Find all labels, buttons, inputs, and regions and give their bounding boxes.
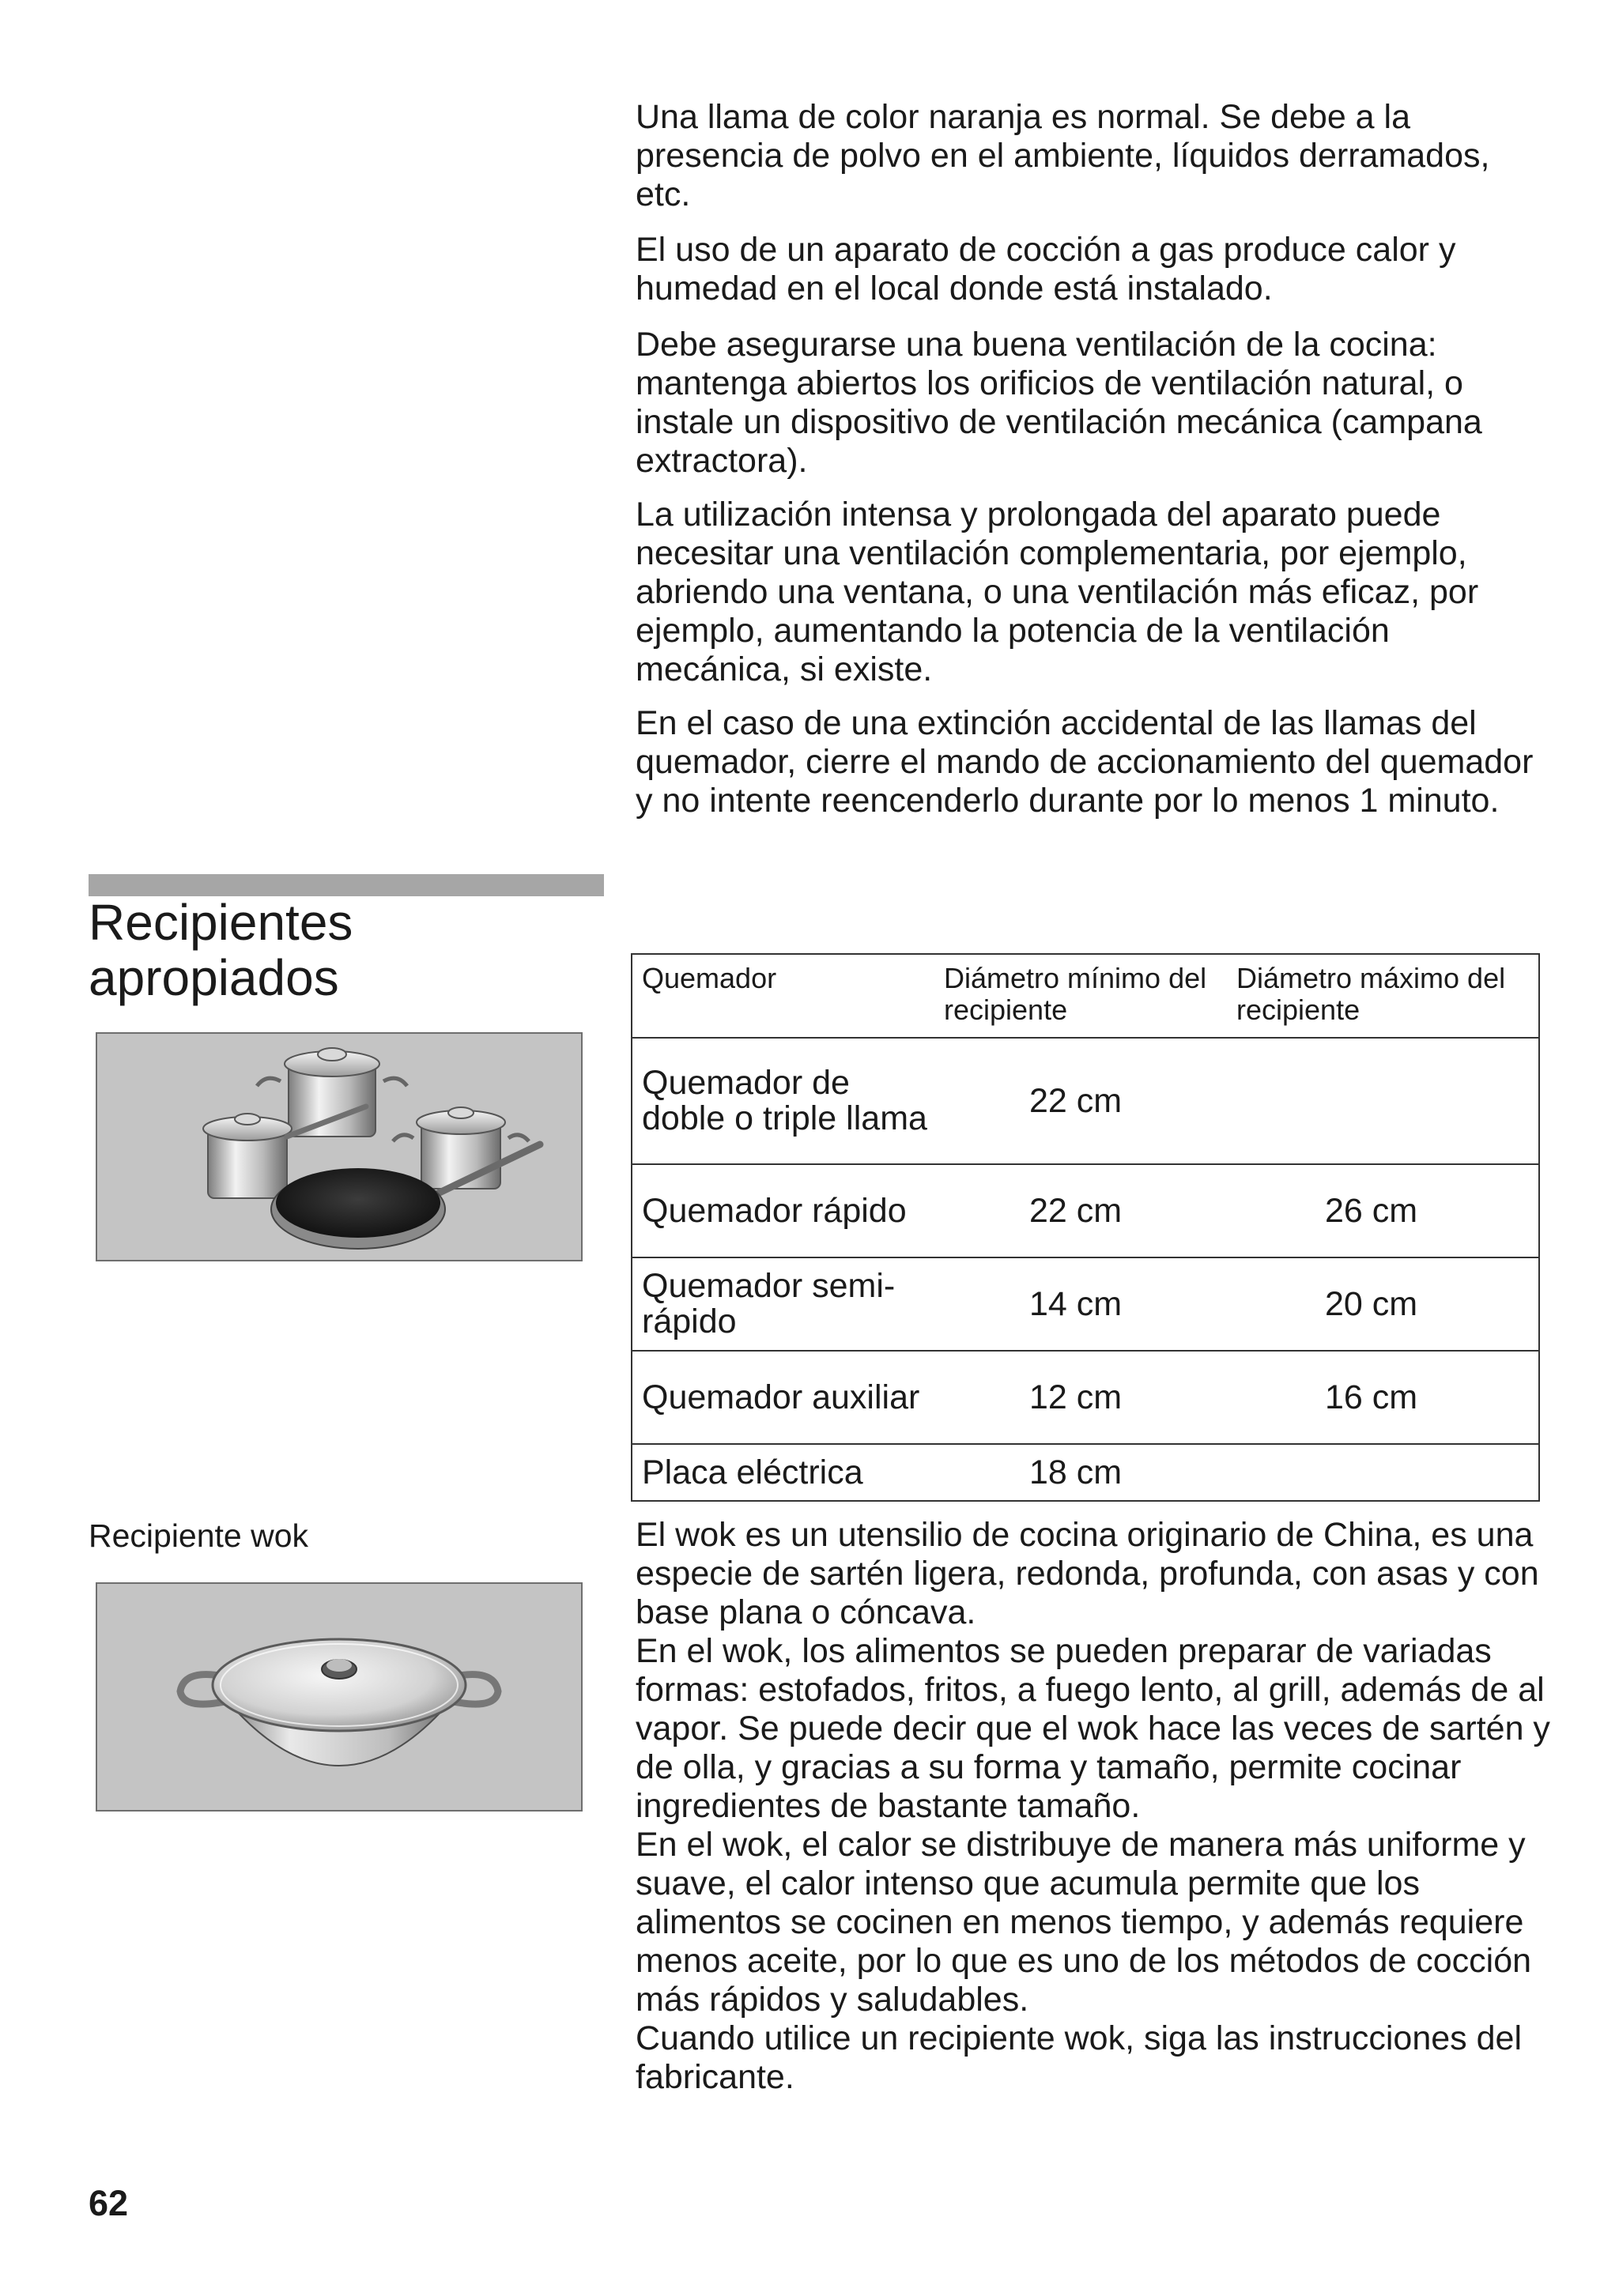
paragraph-gas-heat: El uso de un aparato de cocción a gas produce calor y humedad en el local donde está instalado. (636, 231, 1456, 307)
paragraph-flame-extinction: En el caso de una extinción accidental de las llamas del quemador, cierre el mando de accionamiento del quemador y no intente reencenderlo durante por lo menos 1 minuto. (636, 704, 1534, 820)
wok-illustration (96, 1582, 583, 1812)
table-cell-max: 20 cm (1236, 1257, 1539, 1351)
table-cell-burner: Quemador auxiliar (632, 1351, 934, 1444)
table-cell-max (1236, 1444, 1539, 1501)
paragraph-intense-use: La utilización intensa y prolongada del aparato puede necesitar una ventilación complementaria, por ejemplo, abriendo una ventana, o una ventilación más eficaz, por ejemplo, aumentando la potencia de la ventilación mecánica, si existe. (636, 496, 1479, 688)
table-cell-min: 12 cm (934, 1351, 1236, 1444)
table-cell-max: 16 cm (1236, 1351, 1539, 1444)
table-row (632, 1164, 1539, 1257)
wok-paragraph-origin: El wok es un utensilio de cocina originario de China, es una especie de sartén ligera, redonda, profunda, con asas y con base plana o cóncava. (636, 1516, 1539, 1631)
table-cell-max (1236, 1038, 1539, 1164)
section-title: Recipientes apropiados (89, 894, 353, 1006)
table-header-max-diameter: Diámetro máximo del recipiente (1236, 962, 1506, 1026)
wok-icon (97, 1584, 581, 1810)
pots-and-pan-icon (97, 1034, 581, 1260)
wok-label: Recipiente wok (89, 1517, 309, 1554)
section-divider-bar (89, 874, 604, 896)
table-row (632, 1444, 1539, 1501)
paragraph-ventilation: Debe asegurarse una buena ventilación de la cocina: mantenga abiertos los orificios de ventilación natural, o instale un dispositivo de ventilación mecánica (campana extractora). (636, 326, 1482, 480)
wok-paragraph-heat: En el wok, el calor se distribuye de manera más uniforme y suave, el calor intenso que acumula permite que los alimentos se cocinen en menos tiempo, y además requiere menos aceite, por lo que es uno de los métodos de cocción más rápidos y saludables. (636, 1826, 1532, 2019)
table-cell-min: 22 cm (934, 1164, 1236, 1257)
table-cell-burner: Quemador semi-rápido (632, 1257, 934, 1351)
table-cell-min: 18 cm (934, 1444, 1236, 1501)
table-header-row (632, 954, 1539, 1038)
wok-paragraph-instructions: Cuando utilice un recipiente wok, siga las instrucciones del fabricante. (636, 2019, 1523, 2096)
table-cell-burner: Quemador rápido (632, 1164, 934, 1257)
table-cell-burner: Quemador de doble o triple llama (632, 1038, 934, 1164)
table-row (632, 1351, 1539, 1444)
wok-description (636, 1516, 1553, 2097)
burner-diameter-table (631, 953, 1540, 1502)
cookware-illustration (96, 1032, 583, 1261)
table-cell-min: 14 cm (934, 1257, 1236, 1351)
table-row (632, 1257, 1539, 1351)
table-header-min-diameter: Diámetro mínimo del recipiente (944, 962, 1207, 1026)
paragraph-orange-flame: Una llama de color naranja es normal. Se debe a la presencia de polvo en el ambiente, líquidos derramados, etc. (636, 98, 1490, 213)
table-row (632, 1038, 1539, 1164)
table-cell-burner: Placa eléctrica (632, 1444, 934, 1501)
table-header-burner: Quemador (642, 962, 777, 994)
table-cell-max: 26 cm (1236, 1164, 1539, 1257)
table-cell-min: 22 cm (934, 1038, 1236, 1164)
wok-paragraph-preparation: En el wok, los alimentos se pueden preparar de variadas formas: estofados, fritos, a fuego lento, al grill, además de al vapor. Se puede decir que el wok hace las veces de sartén y de olla, y gracias a su forma y tamaño, permite cocinar ingredientes de bastante tamaño. (636, 1632, 1550, 1825)
page-number: 62 (89, 2183, 129, 2223)
